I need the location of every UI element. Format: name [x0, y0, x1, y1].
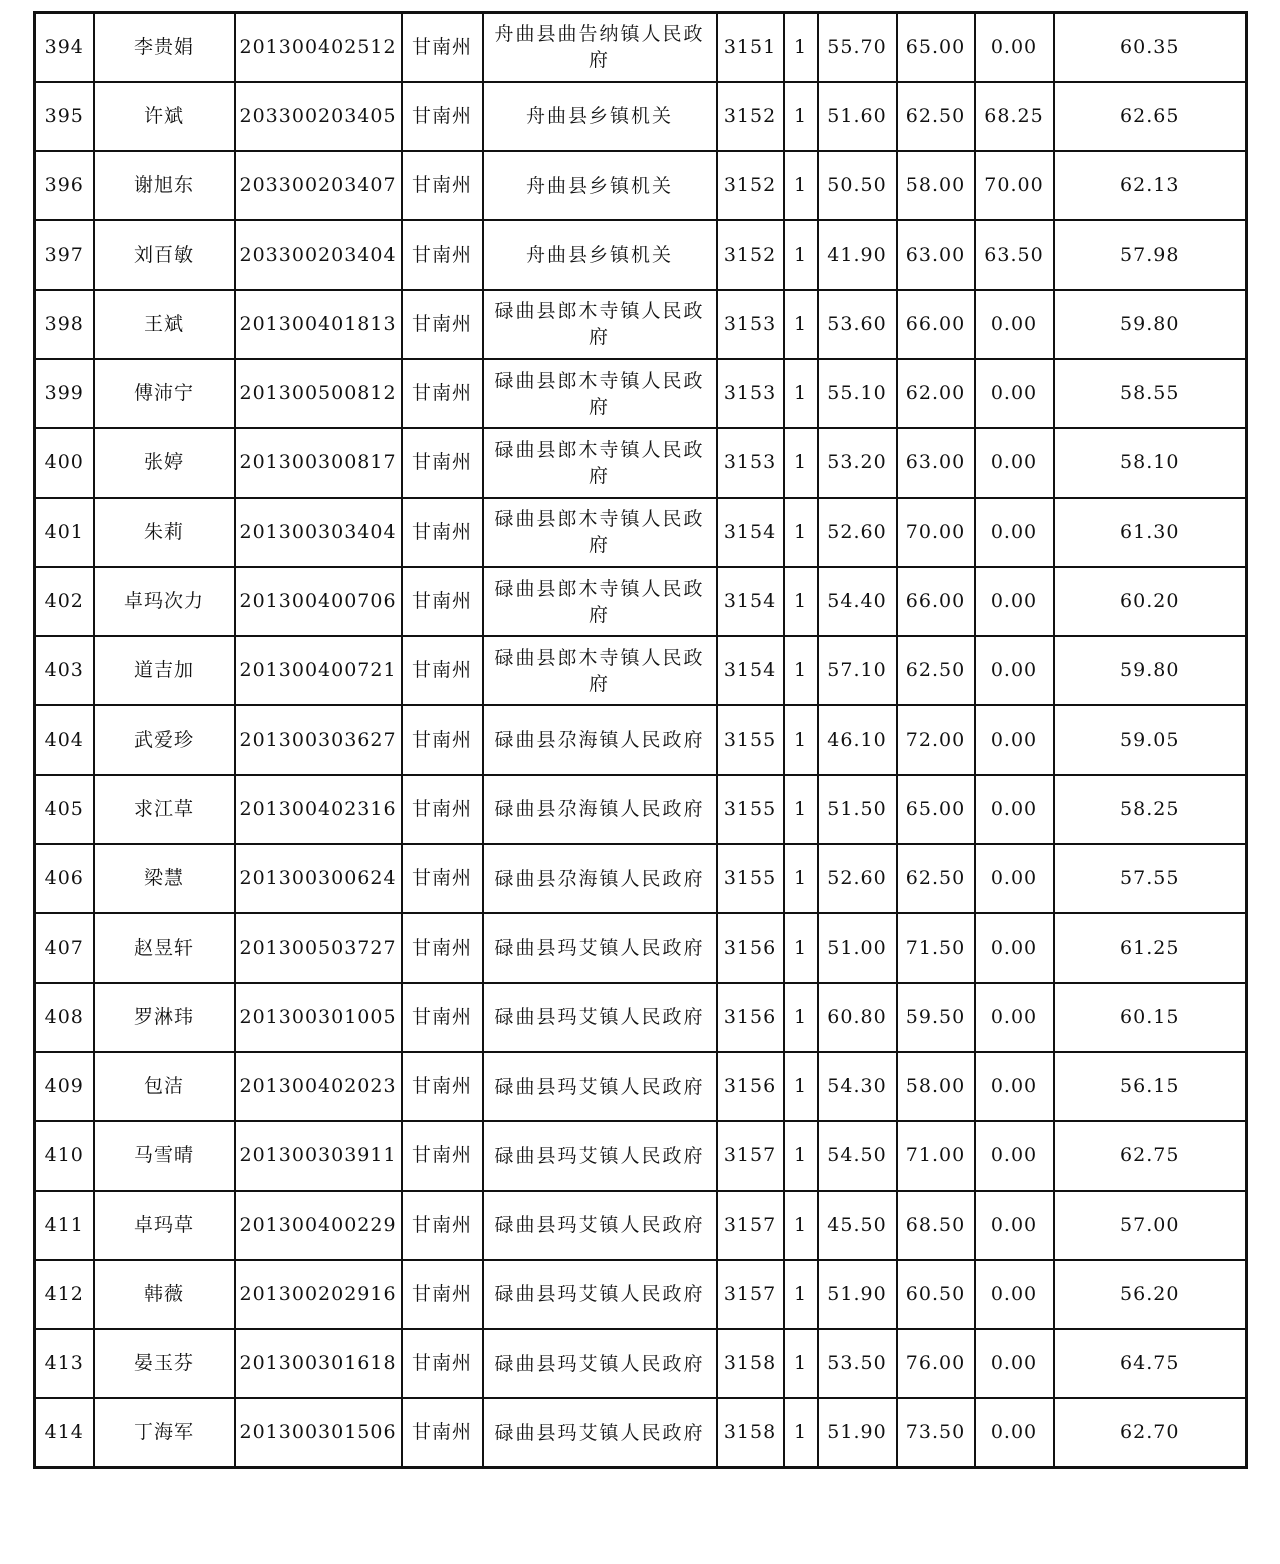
cell-score-1: 55.10	[818, 359, 897, 428]
cell-region: 甘南州	[402, 151, 483, 220]
cell-position-code: 3155	[717, 705, 784, 774]
cell-index: 410	[35, 1121, 94, 1190]
cell-total: 60.15	[1054, 983, 1247, 1052]
cell-ticket-number: 201300500812	[235, 359, 402, 428]
cell-name: 谢旭东	[94, 151, 235, 220]
table-row	[35, 1398, 1247, 1467]
cell-count: 1	[784, 151, 818, 220]
cell-region: 甘南州	[402, 913, 483, 982]
cell-total: 64.75	[1054, 1329, 1247, 1398]
table-row	[35, 220, 1247, 289]
cell-name: 晏玉芬	[94, 1329, 235, 1398]
cell-ticket-number: 201300400706	[235, 567, 402, 636]
table-row	[35, 844, 1247, 913]
cell-unit: 碌曲县郎木寺镇人民政府	[483, 428, 717, 497]
cell-position-code: 3158	[717, 1398, 784, 1467]
cell-position-code: 3154	[717, 636, 784, 705]
cell-region: 甘南州	[402, 567, 483, 636]
cell-region: 甘南州	[402, 1052, 483, 1121]
cell-index: 407	[35, 913, 94, 982]
cell-name: 包洁	[94, 1052, 235, 1121]
cell-score-3: 0.00	[975, 1260, 1054, 1329]
cell-score-1: 54.50	[818, 1121, 897, 1190]
cell-index: 408	[35, 983, 94, 1052]
cell-name: 卓玛次力	[94, 567, 235, 636]
cell-unit: 碌曲县玛艾镇人民政府	[483, 1052, 717, 1121]
cell-region: 甘南州	[402, 844, 483, 913]
cell-score-2: 71.00	[897, 1121, 975, 1190]
cell-total: 60.35	[1054, 13, 1247, 82]
cell-count: 1	[784, 1260, 818, 1329]
cell-score-3: 0.00	[975, 1121, 1054, 1190]
cell-unit: 碌曲县郎木寺镇人民政府	[483, 290, 717, 359]
cell-ticket-number: 201300303627	[235, 705, 402, 774]
cell-region: 甘南州	[402, 1398, 483, 1467]
cell-score-2: 63.00	[897, 428, 975, 497]
cell-ticket-number: 201300402512	[235, 13, 402, 82]
cell-total: 58.55	[1054, 359, 1247, 428]
cell-score-2: 63.00	[897, 220, 975, 289]
cell-position-code: 3154	[717, 567, 784, 636]
cell-total: 57.55	[1054, 844, 1247, 913]
cell-position-code: 3151	[717, 13, 784, 82]
table-row	[35, 567, 1247, 636]
cell-name: 刘百敏	[94, 220, 235, 289]
cell-unit: 碌曲县郎木寺镇人民政府	[483, 359, 717, 428]
cell-region: 甘南州	[402, 1121, 483, 1190]
cell-unit: 舟曲县乡镇机关	[483, 220, 717, 289]
cell-count: 1	[784, 705, 818, 774]
cell-count: 1	[784, 1052, 818, 1121]
cell-ticket-number: 201300202916	[235, 1260, 402, 1329]
cell-position-code: 3152	[717, 82, 784, 151]
cell-score-2: 71.50	[897, 913, 975, 982]
cell-unit: 碌曲县尕海镇人民政府	[483, 775, 717, 844]
cell-score-3: 0.00	[975, 775, 1054, 844]
cell-score-2: 72.00	[897, 705, 975, 774]
cell-ticket-number: 201300503727	[235, 913, 402, 982]
score-table	[33, 11, 1248, 1469]
cell-score-1: 54.40	[818, 567, 897, 636]
table-row	[35, 1329, 1247, 1398]
cell-position-code: 3155	[717, 844, 784, 913]
cell-count: 1	[784, 359, 818, 428]
cell-count: 1	[784, 636, 818, 705]
cell-index: 404	[35, 705, 94, 774]
cell-name: 朱莉	[94, 498, 235, 567]
cell-count: 1	[784, 13, 818, 82]
cell-score-3: 0.00	[975, 1052, 1054, 1121]
cell-unit: 舟曲县乡镇机关	[483, 151, 717, 220]
cell-name: 道吉加	[94, 636, 235, 705]
cell-score-1: 50.50	[818, 151, 897, 220]
cell-name: 傅沛宁	[94, 359, 235, 428]
cell-name: 李贵娟	[94, 13, 235, 82]
cell-ticket-number: 203300203407	[235, 151, 402, 220]
cell-score-2: 70.00	[897, 498, 975, 567]
cell-score-1: 54.30	[818, 1052, 897, 1121]
cell-position-code: 3157	[717, 1191, 784, 1260]
cell-ticket-number: 201300301005	[235, 983, 402, 1052]
cell-score-2: 58.00	[897, 1052, 975, 1121]
cell-region: 甘南州	[402, 359, 483, 428]
cell-total: 61.30	[1054, 498, 1247, 567]
cell-score-1: 41.90	[818, 220, 897, 289]
cell-score-3: 0.00	[975, 428, 1054, 497]
cell-score-1: 52.60	[818, 844, 897, 913]
cell-score-3: 70.00	[975, 151, 1054, 220]
cell-score-1: 52.60	[818, 498, 897, 567]
cell-region: 甘南州	[402, 983, 483, 1052]
cell-ticket-number: 201300303911	[235, 1121, 402, 1190]
cell-score-3: 0.00	[975, 1191, 1054, 1260]
cell-unit: 碌曲县玛艾镇人民政府	[483, 983, 717, 1052]
cell-region: 甘南州	[402, 1191, 483, 1260]
cell-total: 59.05	[1054, 705, 1247, 774]
cell-count: 1	[784, 913, 818, 982]
cell-name: 罗淋玮	[94, 983, 235, 1052]
cell-score-2: 73.50	[897, 1398, 975, 1467]
cell-region: 甘南州	[402, 13, 483, 82]
cell-score-2: 59.50	[897, 983, 975, 1052]
cell-name: 赵昱轩	[94, 913, 235, 982]
cell-total: 62.70	[1054, 1398, 1247, 1467]
cell-total: 61.25	[1054, 913, 1247, 982]
cell-region: 甘南州	[402, 636, 483, 705]
cell-unit: 碌曲县尕海镇人民政府	[483, 844, 717, 913]
cell-position-code: 3157	[717, 1121, 784, 1190]
cell-total: 56.20	[1054, 1260, 1247, 1329]
cell-region: 甘南州	[402, 1329, 483, 1398]
cell-score-1: 51.60	[818, 82, 897, 151]
cell-score-2: 62.50	[897, 82, 975, 151]
cell-ticket-number: 201300300817	[235, 428, 402, 497]
cell-score-1: 53.50	[818, 1329, 897, 1398]
cell-count: 1	[784, 498, 818, 567]
cell-region: 甘南州	[402, 775, 483, 844]
table-row	[35, 983, 1247, 1052]
cell-total: 60.20	[1054, 567, 1247, 636]
cell-score-2: 66.00	[897, 567, 975, 636]
cell-ticket-number: 201300303404	[235, 498, 402, 567]
cell-index: 402	[35, 567, 94, 636]
table-row	[35, 359, 1247, 428]
cell-score-3: 0.00	[975, 498, 1054, 567]
cell-score-1: 57.10	[818, 636, 897, 705]
table-body	[35, 13, 1247, 1468]
cell-ticket-number: 201300301618	[235, 1329, 402, 1398]
cell-position-code: 3153	[717, 359, 784, 428]
cell-region: 甘南州	[402, 428, 483, 497]
table-row	[35, 1191, 1247, 1260]
cell-count: 1	[784, 290, 818, 359]
cell-position-code: 3156	[717, 913, 784, 982]
cell-region: 甘南州	[402, 220, 483, 289]
cell-name: 韩薇	[94, 1260, 235, 1329]
cell-count: 1	[784, 844, 818, 913]
cell-total: 62.13	[1054, 151, 1247, 220]
cell-position-code: 3153	[717, 428, 784, 497]
cell-score-1: 55.70	[818, 13, 897, 82]
cell-position-code: 3152	[717, 151, 784, 220]
cell-position-code: 3156	[717, 983, 784, 1052]
cell-count: 1	[784, 1121, 818, 1190]
table-row	[35, 636, 1247, 705]
cell-position-code: 3152	[717, 220, 784, 289]
cell-region: 甘南州	[402, 705, 483, 774]
cell-index: 397	[35, 220, 94, 289]
cell-count: 1	[784, 1191, 818, 1260]
cell-score-1: 46.10	[818, 705, 897, 774]
cell-name: 王斌	[94, 290, 235, 359]
cell-score-2: 68.50	[897, 1191, 975, 1260]
cell-unit: 舟曲县曲告纳镇人民政府	[483, 13, 717, 82]
cell-score-3: 0.00	[975, 1329, 1054, 1398]
cell-unit: 碌曲县玛艾镇人民政府	[483, 913, 717, 982]
table-row	[35, 705, 1247, 774]
table-row	[35, 428, 1247, 497]
cell-index: 401	[35, 498, 94, 567]
cell-score-2: 60.50	[897, 1260, 975, 1329]
cell-score-1: 45.50	[818, 1191, 897, 1260]
cell-name: 梁慧	[94, 844, 235, 913]
cell-count: 1	[784, 220, 818, 289]
cell-count: 1	[784, 1329, 818, 1398]
cell-score-1: 60.80	[818, 983, 897, 1052]
cell-score-3: 0.00	[975, 705, 1054, 774]
cell-score-1: 53.60	[818, 290, 897, 359]
cell-count: 1	[784, 983, 818, 1052]
cell-unit: 碌曲县玛艾镇人民政府	[483, 1329, 717, 1398]
cell-score-3: 68.25	[975, 82, 1054, 151]
cell-score-3: 63.50	[975, 220, 1054, 289]
cell-unit: 碌曲县郎木寺镇人民政府	[483, 567, 717, 636]
cell-index: 413	[35, 1329, 94, 1398]
cell-name: 武爱珍	[94, 705, 235, 774]
table-row	[35, 82, 1247, 151]
cell-index: 398	[35, 290, 94, 359]
cell-ticket-number: 201300401813	[235, 290, 402, 359]
cell-position-code: 3155	[717, 775, 784, 844]
cell-score-1: 53.20	[818, 428, 897, 497]
cell-unit: 碌曲县郎木寺镇人民政府	[483, 498, 717, 567]
table-row	[35, 290, 1247, 359]
cell-unit: 碌曲县玛艾镇人民政府	[483, 1121, 717, 1190]
cell-unit: 碌曲县尕海镇人民政府	[483, 705, 717, 774]
cell-score-1: 51.90	[818, 1398, 897, 1467]
cell-ticket-number: 201300402023	[235, 1052, 402, 1121]
table-row	[35, 913, 1247, 982]
cell-total: 59.80	[1054, 636, 1247, 705]
table-row	[35, 498, 1247, 567]
cell-region: 甘南州	[402, 290, 483, 359]
cell-index: 395	[35, 82, 94, 151]
cell-index: 400	[35, 428, 94, 497]
cell-ticket-number: 201300402316	[235, 775, 402, 844]
cell-ticket-number: 201300300624	[235, 844, 402, 913]
cell-region: 甘南州	[402, 82, 483, 151]
cell-unit: 碌曲县玛艾镇人民政府	[483, 1191, 717, 1260]
cell-score-1: 51.00	[818, 913, 897, 982]
cell-score-3: 0.00	[975, 983, 1054, 1052]
cell-ticket-number: 201300301506	[235, 1398, 402, 1467]
cell-total: 57.00	[1054, 1191, 1247, 1260]
cell-total: 59.80	[1054, 290, 1247, 359]
cell-position-code: 3157	[717, 1260, 784, 1329]
cell-index: 406	[35, 844, 94, 913]
cell-score-3: 0.00	[975, 567, 1054, 636]
cell-name: 卓玛草	[94, 1191, 235, 1260]
cell-score-3: 0.00	[975, 359, 1054, 428]
cell-unit: 碌曲县郎木寺镇人民政府	[483, 636, 717, 705]
cell-total: 57.98	[1054, 220, 1247, 289]
cell-score-3: 0.00	[975, 844, 1054, 913]
cell-unit: 舟曲县乡镇机关	[483, 82, 717, 151]
cell-index: 399	[35, 359, 94, 428]
cell-total: 58.25	[1054, 775, 1247, 844]
cell-name: 求江草	[94, 775, 235, 844]
cell-index: 411	[35, 1191, 94, 1260]
cell-ticket-number: 201300400721	[235, 636, 402, 705]
cell-region: 甘南州	[402, 498, 483, 567]
cell-position-code: 3156	[717, 1052, 784, 1121]
cell-score-2: 58.00	[897, 151, 975, 220]
cell-count: 1	[784, 82, 818, 151]
cell-score-2: 65.00	[897, 775, 975, 844]
cell-index: 412	[35, 1260, 94, 1329]
cell-score-3: 0.00	[975, 1398, 1054, 1467]
table-row	[35, 1052, 1247, 1121]
cell-score-2: 66.00	[897, 290, 975, 359]
cell-unit: 碌曲县玛艾镇人民政府	[483, 1260, 717, 1329]
cell-score-2: 62.50	[897, 636, 975, 705]
cell-index: 394	[35, 13, 94, 82]
table-row	[35, 775, 1247, 844]
cell-total: 62.75	[1054, 1121, 1247, 1190]
cell-name: 张婷	[94, 428, 235, 497]
cell-score-1: 51.50	[818, 775, 897, 844]
cell-count: 1	[784, 775, 818, 844]
cell-position-code: 3158	[717, 1329, 784, 1398]
cell-count: 1	[784, 567, 818, 636]
cell-total: 62.65	[1054, 82, 1247, 151]
cell-index: 409	[35, 1052, 94, 1121]
cell-total: 58.10	[1054, 428, 1247, 497]
cell-name: 许斌	[94, 82, 235, 151]
cell-count: 1	[784, 1398, 818, 1467]
cell-index: 396	[35, 151, 94, 220]
cell-total: 56.15	[1054, 1052, 1247, 1121]
table-row	[35, 151, 1247, 220]
cell-name: 马雪晴	[94, 1121, 235, 1190]
cell-position-code: 3153	[717, 290, 784, 359]
cell-index: 405	[35, 775, 94, 844]
table-row	[35, 13, 1247, 82]
cell-count: 1	[784, 428, 818, 497]
cell-position-code: 3154	[717, 498, 784, 567]
cell-ticket-number: 201300400229	[235, 1191, 402, 1260]
cell-unit: 碌曲县玛艾镇人民政府	[483, 1398, 717, 1467]
table-row	[35, 1260, 1247, 1329]
cell-score-2: 65.00	[897, 13, 975, 82]
cell-score-1: 51.90	[818, 1260, 897, 1329]
cell-score-2: 62.50	[897, 844, 975, 913]
cell-index: 403	[35, 636, 94, 705]
cell-score-3: 0.00	[975, 636, 1054, 705]
cell-name: 丁海军	[94, 1398, 235, 1467]
cell-score-3: 0.00	[975, 13, 1054, 82]
cell-ticket-number: 203300203404	[235, 220, 402, 289]
cell-score-2: 62.00	[897, 359, 975, 428]
cell-region: 甘南州	[402, 1260, 483, 1329]
cell-ticket-number: 203300203405	[235, 82, 402, 151]
cell-index: 414	[35, 1398, 94, 1467]
cell-score-2: 76.00	[897, 1329, 975, 1398]
table-row	[35, 1121, 1247, 1190]
cell-score-3: 0.00	[975, 290, 1054, 359]
cell-score-3: 0.00	[975, 913, 1054, 982]
